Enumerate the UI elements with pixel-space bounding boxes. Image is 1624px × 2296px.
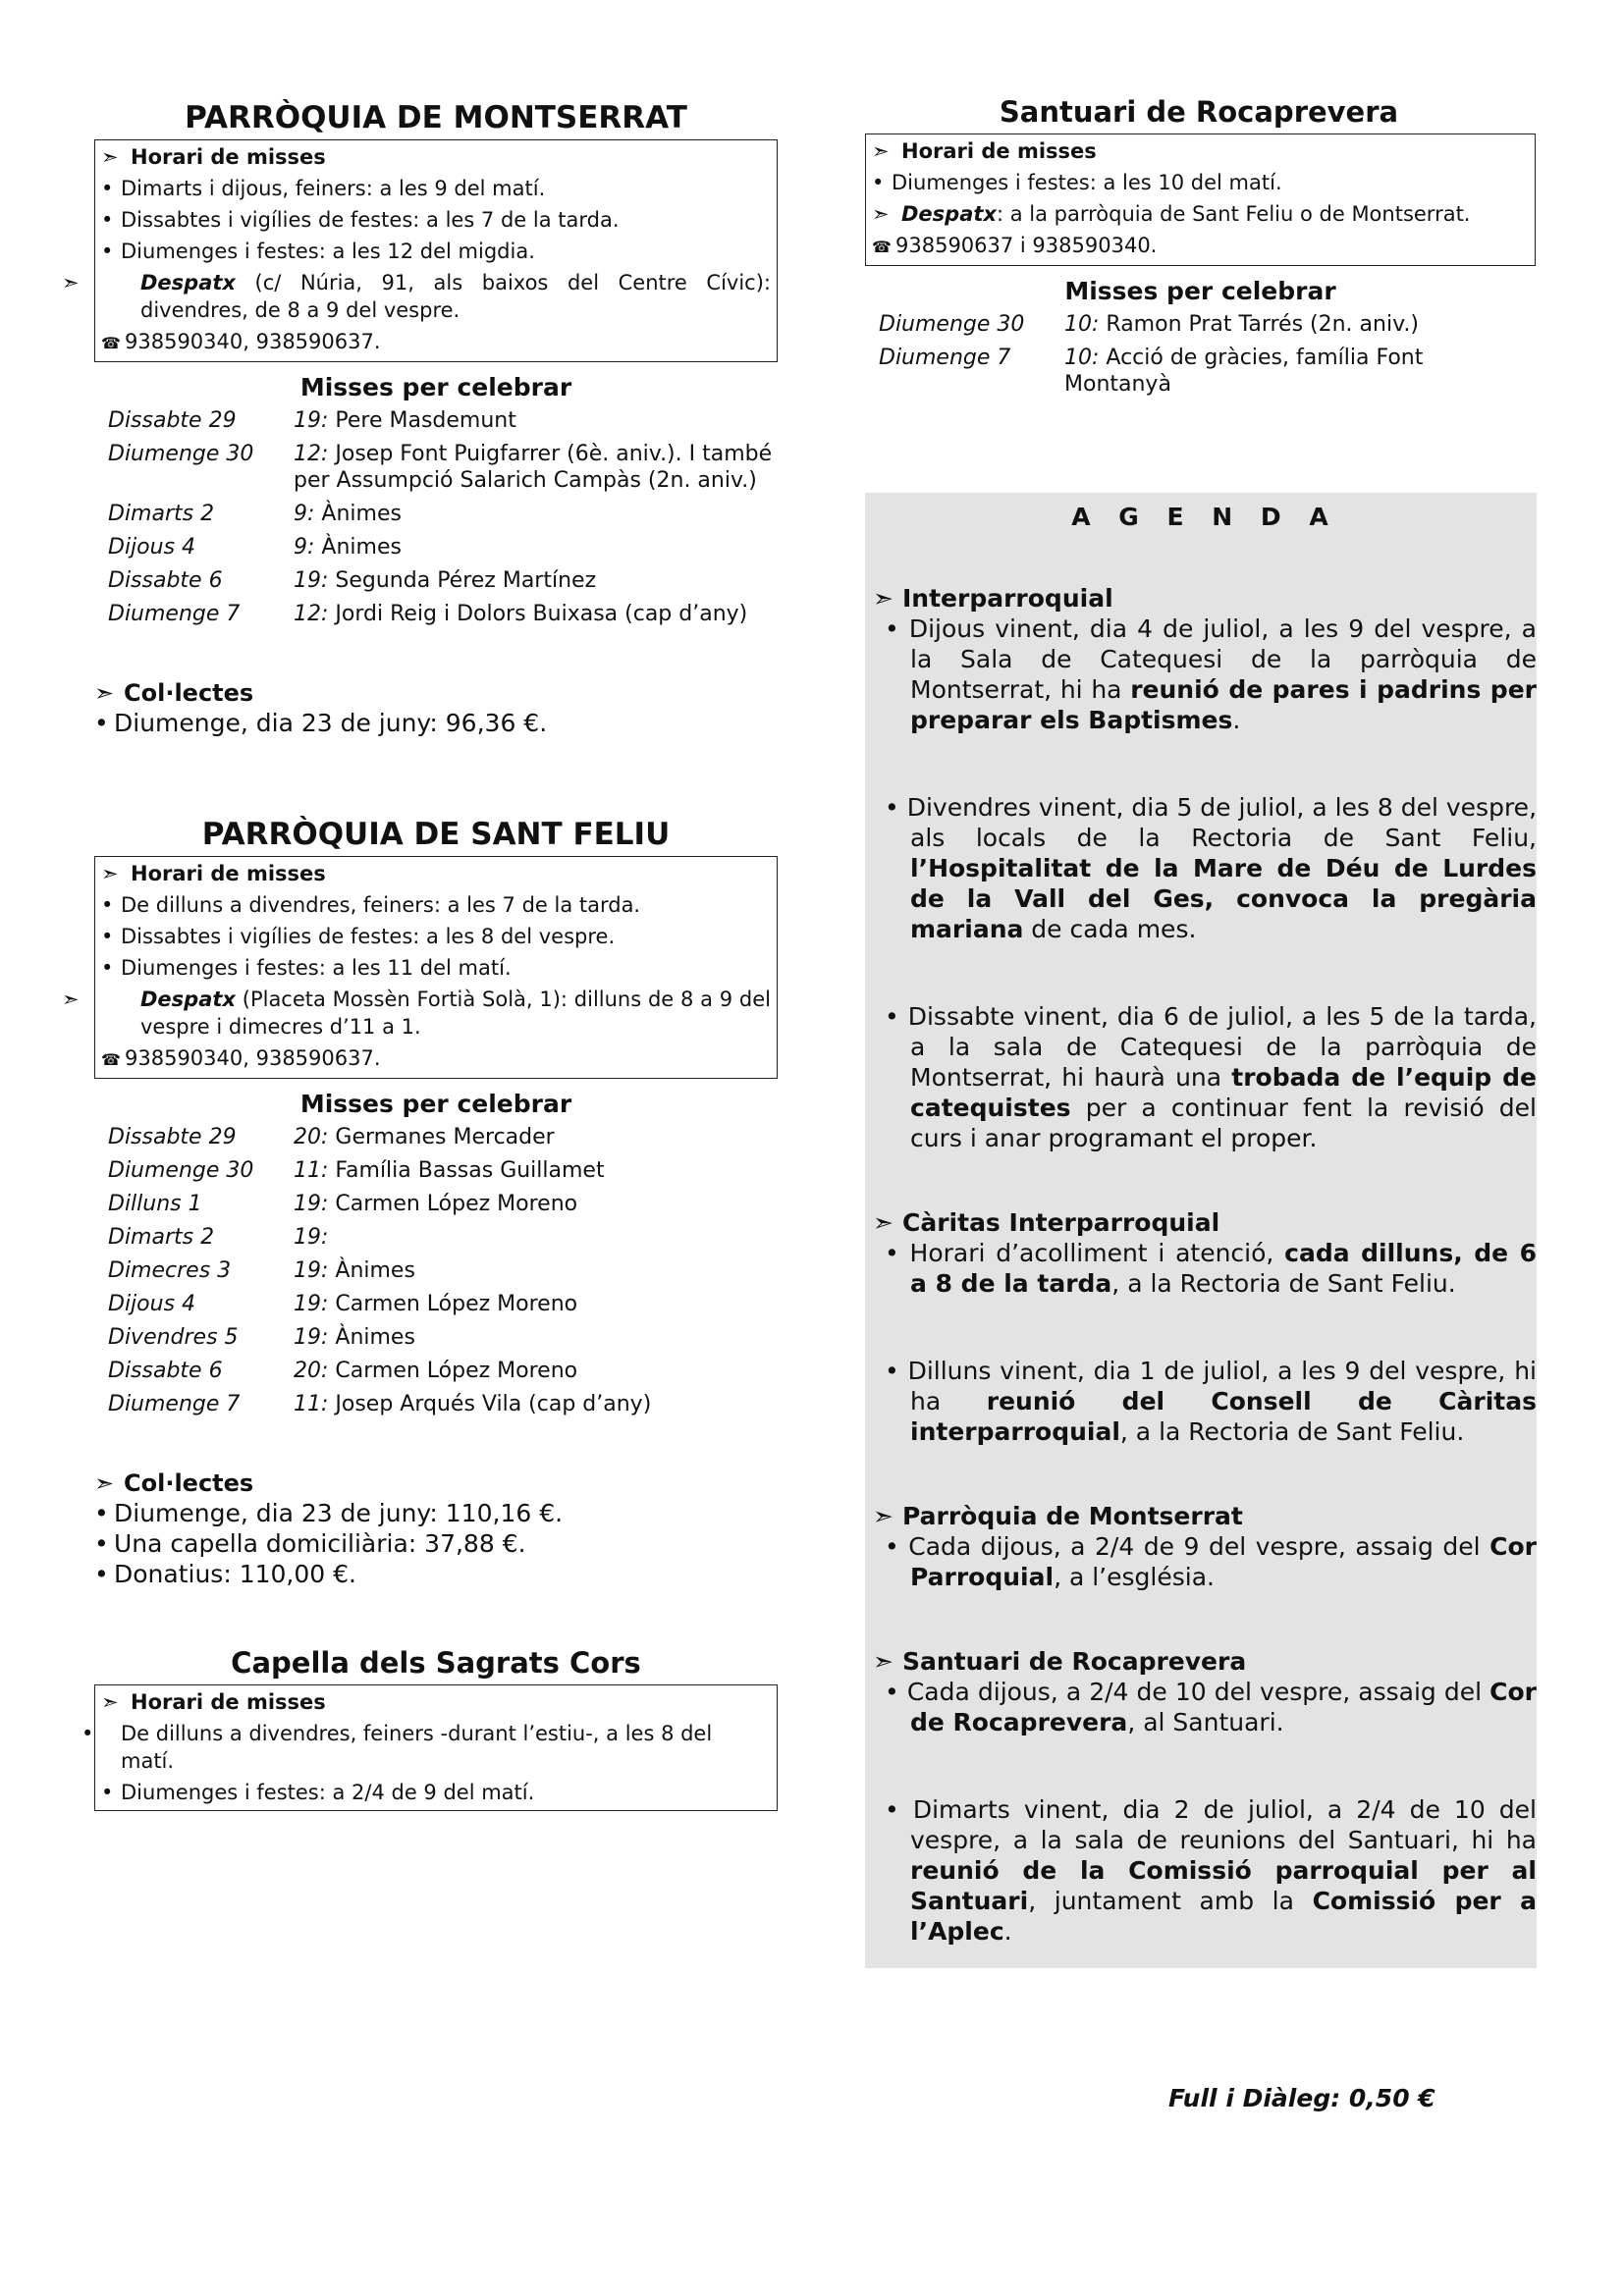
agenda-section-heading: ➣ Santuari de Rocaprevera: [873, 1647, 1247, 1676]
bullet-icon: •: [101, 956, 114, 980]
left-column: [62, 98, 778, 1811]
misses-intention: [294, 534, 778, 567]
misses-text: Carmen López Moreno: [328, 1359, 578, 1383]
misses-intention: [294, 1224, 778, 1257]
capella-horari-box: [81, 1684, 778, 1811]
misses-row: [94, 1257, 778, 1291]
rocaprevera-section: [865, 92, 1536, 404]
bullet-icon: •: [885, 1532, 909, 1561]
horari-heading: ➣ Horari de misses: [101, 1686, 771, 1718]
rocaprevera-horari-box: [865, 133, 1536, 266]
horari-heading: ➣ Horari de misses: [101, 858, 771, 889]
agenda-text: , al Santuari.: [1127, 1708, 1284, 1736]
agenda-item: [873, 1001, 1537, 1153]
bullet-icon: •: [101, 177, 114, 200]
bullet-icon: •: [101, 1781, 114, 1804]
bullet-icon: •: [101, 893, 114, 917]
misses-row: [94, 1291, 778, 1324]
misses-hour: 12:: [294, 442, 329, 466]
phone-icon: ☎: [101, 334, 121, 352]
agenda-highlight: cada dilluns, de 6 a 8 de la tarda: [910, 1239, 1537, 1298]
agenda-item: [873, 1794, 1537, 1947]
misses-hour: 19:: [294, 568, 329, 593]
montserrat-title: PARRÒQUIA DE MONTSERRAT: [185, 100, 687, 135]
misses-intention: [294, 441, 778, 501]
rocaprevera-title: Santuari de Rocaprevera: [999, 95, 1399, 129]
misses-day: Dissabte 29: [108, 1125, 237, 1149]
misses-day: Dijous 4: [108, 535, 196, 560]
misses-text: Jordi Reig i Dolors Buixasa (cap d’any): [328, 602, 748, 626]
agenda-item: [873, 792, 1537, 944]
bullet-icon: •: [101, 925, 114, 948]
misses-intention: [294, 1391, 778, 1424]
misses-text: Josep Font Puigfarrer (6è. aniv.). I també per Assumpció Salarich Campàs (2n. aniv.): [294, 442, 773, 493]
collecta-text: Donatius: 110,00 €.: [114, 1560, 356, 1588]
horari-item: • Diumenges i festes: a les 10 del matí.: [872, 167, 1529, 198]
misses-intention: [294, 601, 778, 634]
misses-row: [94, 1224, 778, 1257]
misses-day: Dissabte 6: [108, 568, 223, 593]
bullet-icon: •: [872, 171, 885, 194]
agenda-section-heading: ➣ Interparroquial: [873, 584, 1113, 613]
agenda-section-heading: ➣ Càritas Interparroquial: [873, 1208, 1220, 1237]
horari-item: • Dissabtes i vigílies de festes: a les 7 de la tarda.: [101, 204, 771, 236]
bullet-icon: •: [885, 1002, 908, 1031]
misses-intention: [294, 1157, 778, 1191]
agenda-item: [873, 1356, 1537, 1447]
agenda-highlight: trobada de l’equip de catequistes: [910, 1063, 1537, 1122]
agenda-text: Horari d’acolliment i atenció,: [909, 1239, 1285, 1267]
misses-text: Família Bassas Guillamet: [328, 1158, 605, 1183]
agenda-text: Cada dijous, a 2/4 de 10 del vespre, assaig del: [906, 1678, 1490, 1706]
horari-heading: ➣ Horari de misses: [101, 141, 771, 173]
misses-row: [94, 534, 778, 567]
misses-intention: [294, 1124, 778, 1157]
phone-line: ☎ 938590340, 938590637.: [101, 326, 771, 359]
santfeliu-title: PARRÒQUIA DE SANT FELIU: [201, 817, 671, 852]
collecta-text: Diumenge, dia 23 de juny: 96,36 €.: [114, 709, 548, 737]
misses-row: [865, 311, 1536, 345]
right-column: [865, 95, 1538, 1968]
agenda-text: Divendres vinent, dia 5 de juliol, a les 8 del vespre, als locals de la Rectoria de Sant Feliu,: [906, 793, 1538, 852]
agenda-text: .: [1232, 706, 1241, 734]
misses-row: [94, 1191, 778, 1224]
horari-item: • De dilluns a divendres, feiners: a les 7 de la tarda.: [101, 889, 771, 921]
misses-day: Dimecres 3: [108, 1258, 232, 1283]
horari-item: • Dissabtes i vigílies de festes: a les 8 del vespre.: [101, 921, 771, 952]
arrow-icon: ➣: [873, 1208, 893, 1237]
misses-day: Dissabte 6: [108, 1359, 223, 1383]
bullet-icon: •: [94, 1529, 109, 1558]
agenda-highlight: reunió del Consell de Càritas interparroquial: [910, 1387, 1537, 1446]
agenda-text: Dijous vinent, dia 4 de juliol, a les 9 del vespre, a la Sala de Catequesi de la parròquia de Montserrat, hi ha: [908, 614, 1537, 704]
misses-hour: 12:: [294, 602, 329, 626]
agenda-text: Dilluns vinent, dia 1 de juliol, a les 9 del vespre, hi ha: [907, 1357, 1537, 1415]
collectes-list: [94, 708, 778, 738]
misses-intention: [1064, 311, 1536, 345]
misses-intention: [294, 1257, 778, 1291]
misses-row: [94, 1124, 778, 1157]
agenda-text: , a la Rectoria de Sant Feliu.: [1111, 1269, 1456, 1298]
arrow-icon: ➣: [94, 679, 115, 707]
misses-table: [94, 1124, 778, 1424]
agenda-highlight: reunió de la Comissió parroquial per al Santuari: [910, 1856, 1537, 1915]
agenda-highlight: Cor Parroquial: [910, 1532, 1537, 1591]
arrow-icon: ➣: [873, 1502, 893, 1530]
misses-day: Dissabte 29: [108, 408, 237, 433]
agenda-highlight: l’Hospitalitat de la Mare de Déu de Lurdes de la Vall del Ges, convoca la pregària mariana: [910, 854, 1537, 943]
bullet-icon: •: [94, 1560, 109, 1588]
misses-hour: 19:: [294, 1225, 329, 1250]
bullet-icon: •: [81, 1722, 94, 1745]
agenda-text: de cada mes.: [1023, 915, 1197, 943]
agenda-item: [873, 1238, 1537, 1299]
misses-hour: 19:: [294, 1292, 329, 1316]
horari-item: • Diumenges i festes: a les 12 del migdia.: [101, 236, 771, 267]
agenda-text: Dimarts vinent, dia 2 de juliol, a 2/4 de 10 del vespre, a la sala de reunions del Santuari, hi ha: [910, 1795, 1537, 1854]
misses-day: Diumenge 30: [108, 1158, 254, 1183]
misses-intention: [1064, 345, 1536, 404]
arrow-icon: ➣: [872, 202, 890, 226]
arrow-icon: ➣: [101, 862, 119, 885]
misses-title: Misses per celebrar: [299, 1090, 572, 1118]
agenda-text: per a continuar fent la revisió del curs i anar programant el proper.: [910, 1094, 1537, 1152]
misses-row: [94, 501, 778, 534]
despatx-line: ➣ Despatx (Placeta Mossèn Fortià Solà, 1): dilluns de 8 a 9 del vespre i dimecres d’11 a 1.: [62, 988, 771, 1039]
misses-hour: 19:: [294, 408, 329, 433]
collecta-text: Una capella domiciliària: 37,88 €.: [114, 1529, 526, 1558]
collecta-item: [94, 1498, 778, 1528]
misses-hour: 19:: [294, 1192, 329, 1216]
agenda-text: , juntament amb la: [1028, 1887, 1313, 1915]
misses-row: [94, 601, 778, 634]
agenda-highlight: Comissió per a l’Aplec: [910, 1887, 1538, 1946]
misses-text: Ramon Prat Tarrés (2n. aniv.): [1099, 312, 1419, 337]
horari-item: • Diumenges i festes: a les 11 del matí.: [101, 952, 771, 984]
horari-heading: ➣ Horari de misses: [872, 135, 1529, 167]
misses-row: [94, 407, 778, 441]
capella-section: [81, 1643, 778, 1811]
agenda-highlight: Cor de Rocaprevera: [910, 1678, 1537, 1736]
collecta-item: [94, 1528, 778, 1559]
despatx-line: ➣ Despatx: a la parròquia de Sant Feliu o de Montserrat.: [872, 198, 1529, 230]
misses-intention: [294, 1358, 778, 1391]
misses-text: Carmen López Moreno: [328, 1292, 578, 1316]
bullet-icon: •: [885, 614, 909, 643]
agenda-text: Cada dijous, a 2/4 de 9 del vespre, assaig del: [908, 1532, 1490, 1561]
santfeliu-horari-box: [62, 856, 778, 1079]
misses-day: Dijous 4: [108, 1292, 196, 1316]
arrow-icon: ➣: [94, 1469, 115, 1497]
arrow-icon: ➣: [873, 1647, 893, 1676]
agenda-item: [873, 1531, 1537, 1592]
bullet-icon: •: [885, 1795, 913, 1824]
phone-line: ☎ 938590340, 938590637.: [101, 1042, 771, 1076]
agenda-text: , a l’església.: [1054, 1563, 1215, 1591]
misses-text: Segunda Pérez Martínez: [328, 568, 597, 593]
agenda-section-heading: ➣ Parròquia de Montserrat: [873, 1502, 1243, 1530]
misses-day: Diumenge 30: [879, 312, 1025, 337]
agenda-title: A G E N D A: [1071, 503, 1338, 531]
misses-hour: 11:: [294, 1158, 329, 1183]
agenda-box: [865, 493, 1537, 1968]
misses-hour: 19:: [294, 1325, 329, 1350]
misses-text: Pere Masdemunt: [328, 408, 516, 433]
misses-text: Ànimes: [328, 1258, 415, 1283]
misses-intention: [294, 501, 778, 534]
collecta-item: [94, 1559, 778, 1589]
misses-hour: 10:: [1064, 346, 1100, 370]
collectes-heading: ➣ Col·lectes: [94, 1469, 254, 1497]
misses-title: Misses per celebrar: [299, 373, 572, 401]
misses-hour: 20:: [294, 1359, 329, 1383]
misses-hour: 10:: [1064, 312, 1100, 337]
bullet-icon: •: [885, 1239, 910, 1267]
misses-day: Dimarts 2: [108, 502, 215, 526]
misses-text: Carmen López Moreno: [328, 1192, 578, 1216]
misses-row: [94, 1391, 778, 1424]
collecta-text: Diumenge, dia 23 de juny: 110,16 €.: [114, 1499, 564, 1527]
agenda-text: .: [1003, 1917, 1012, 1946]
misses-day: Dimarts 2: [108, 1225, 215, 1250]
horari-item: • De dilluns a divendres, feiners -durant l’estiu-, a les 8 del matí.: [81, 1722, 713, 1773]
santfeliu-section: [62, 815, 778, 1589]
misses-intention: [294, 1191, 778, 1224]
misses-hour: 9:: [294, 535, 315, 560]
montserrat-horari-box: [62, 139, 778, 362]
misses-day: Diumenge 7: [108, 602, 241, 626]
horari-item: • Diumenges i festes: a 2/4 de 9 del matí.: [101, 1777, 771, 1808]
misses-day: Diumenge 7: [879, 346, 1011, 370]
capella-title: Capella dels Sagrats Cors: [231, 1646, 641, 1680]
misses-text: Acció de gràcies, família Font Montanyà: [1064, 346, 1424, 397]
agenda-text: , a la Rectoria de Sant Feliu.: [1119, 1417, 1465, 1446]
misses-title: Misses per celebrar: [1064, 277, 1336, 305]
misses-text: Ànimes: [314, 535, 402, 560]
collecta-item: [94, 708, 778, 738]
misses-hour: 19:: [294, 1258, 329, 1283]
misses-day: Diumenge 30: [108, 442, 254, 466]
misses-intention: [294, 567, 778, 601]
arrow-icon: ➣: [62, 988, 80, 1011]
arrow-icon: ➣: [101, 145, 119, 169]
arrow-icon: ➣: [62, 271, 80, 294]
agenda-item: [873, 1677, 1537, 1737]
misses-row: [94, 1324, 778, 1358]
agenda-text: Dissabte vinent, dia 6 de juliol, a les 5 de la tarda, a la sala de Catequesi de la parròquia de Montserrat, hi haurà una: [907, 1002, 1537, 1092]
arrow-icon: ➣: [101, 1690, 119, 1714]
misses-text: Ànimes: [314, 502, 402, 526]
bullet-icon: •: [94, 1499, 109, 1527]
misses-hour: 20:: [294, 1125, 329, 1149]
misses-day: Divendres 5: [108, 1325, 239, 1350]
misses-day: Dilluns 1: [108, 1192, 202, 1216]
bullet-icon: •: [101, 208, 114, 232]
misses-table: [865, 311, 1536, 404]
misses-text: Ànimes: [328, 1325, 415, 1350]
collectes-list: [94, 1498, 778, 1589]
misses-row: [865, 345, 1536, 404]
misses-day: Diumenge 7: [108, 1392, 241, 1416]
misses-intention: [294, 1291, 778, 1324]
misses-intention: [294, 1324, 778, 1358]
bullet-icon: •: [885, 793, 907, 822]
bullet-icon: •: [885, 1678, 907, 1706]
montserrat-section: [62, 98, 778, 738]
misses-table: [94, 407, 778, 634]
misses-hour: 9:: [294, 502, 315, 526]
horari-item: • Dimarts i dijous, feiners: a les 9 del matí.: [101, 173, 771, 204]
price-footer: Full i Diàleg: 0,50 €: [1168, 2084, 1435, 2112]
agenda-content: [873, 583, 1537, 1947]
bullet-icon: •: [885, 1357, 908, 1385]
misses-row: [94, 1358, 778, 1391]
phone-icon: ☎: [872, 238, 892, 256]
misses-intention: [294, 407, 778, 441]
arrow-icon: ➣: [872, 139, 890, 163]
misses-text: Josep Arqués Vila (cap d’any): [328, 1392, 652, 1416]
phone-line: ☎ 938590637 i 938590340.: [872, 230, 1529, 263]
misses-row: [94, 1157, 778, 1191]
collectes-heading: ➣ Col·lectes: [94, 679, 254, 707]
misses-row: [94, 441, 778, 501]
agenda-highlight: reunió de pares i padrins per preparar els Baptismes: [910, 675, 1537, 734]
misses-hour: 11:: [294, 1392, 329, 1416]
misses-row: [94, 567, 778, 601]
agenda-item: [873, 614, 1537, 735]
despatx-line: ➣ Despatx (c/ Núria, 91, als baixos del Centre Cívic): divendres, de 8 a 9 del vespre.: [62, 271, 771, 322]
bullet-icon: •: [101, 240, 114, 263]
bullet-icon: •: [94, 709, 109, 737]
arrow-icon: ➣: [873, 584, 893, 613]
misses-text: Germanes Mercader: [328, 1125, 555, 1149]
phone-icon: ☎: [101, 1050, 121, 1069]
